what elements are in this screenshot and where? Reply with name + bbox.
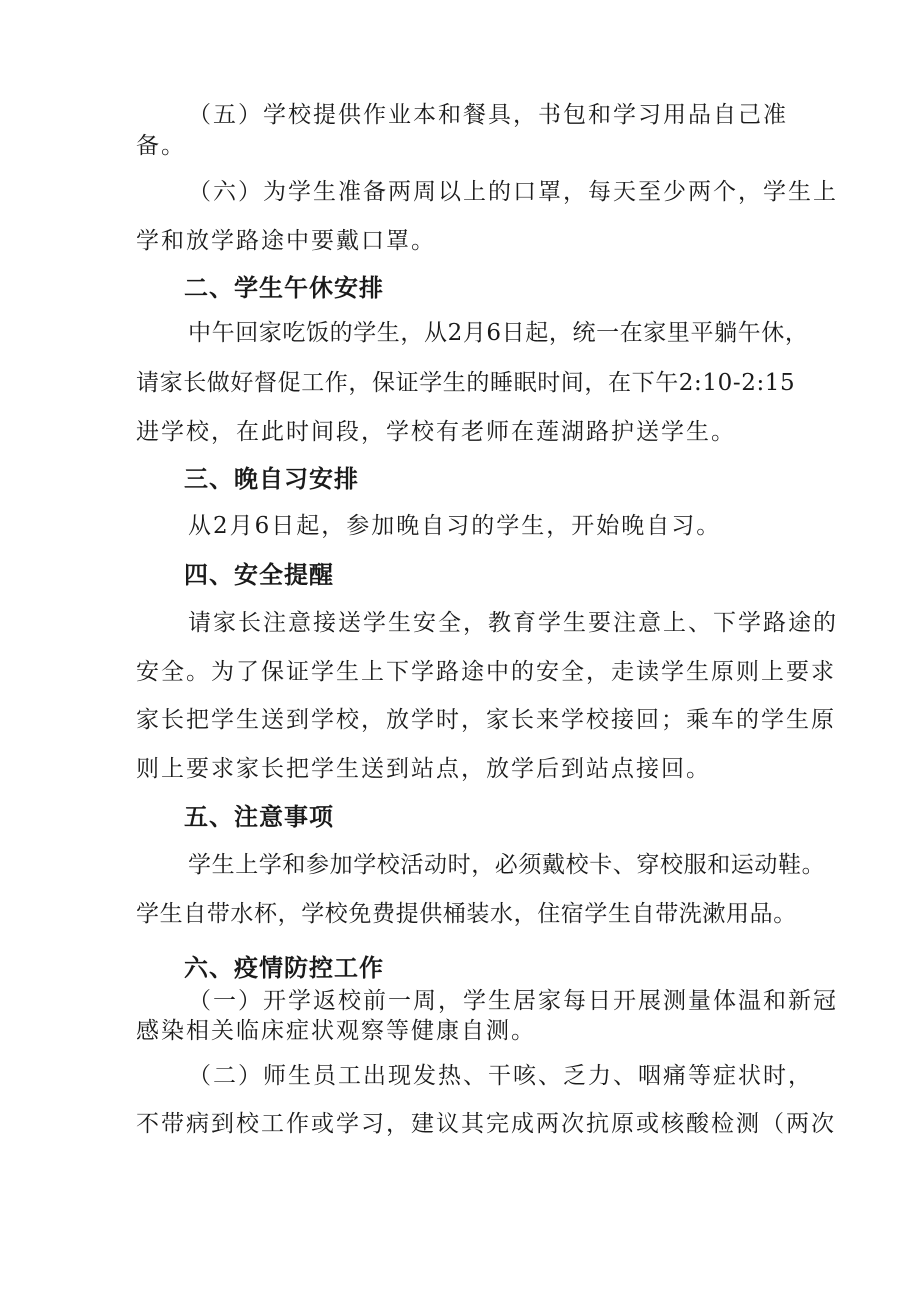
paragraph-notes-line1: 学生上学和参加学校活动时，必须戴校卡、穿校服和运动鞋。	[188, 852, 826, 878]
paragraph-item5-line1: （五）学校提供作业本和餐具，书包和学习用品自己准	[188, 102, 788, 128]
paragraph-lunch-line1: 中午回家吃饭的学生，从2月6日起，统一在家里平躺午休，	[188, 320, 809, 346]
paragraph-lunch-line3: 进学校，在此时间段，学校有老师在莲湖路护送学生。	[136, 419, 736, 445]
heading-lunch-break: 二、学生午休安排	[184, 274, 384, 302]
paragraph-evening-line1: 从2月6日起，参加晚自习的学生，开始晚自习。	[188, 513, 722, 539]
paragraph-safety-line3: 家长把学生送到学校，放学时，家长来学校接回；乘车的学生原	[136, 707, 836, 733]
heading-evening-study: 三、晚自习安排	[184, 465, 359, 493]
paragraph-safety-line4: 则上要求家长把学生送到站点，放学后到站点接回。	[136, 756, 711, 782]
paragraph-safety-line2: 安全。为了保证学生上下学路途中的安全，走读学生原则上要求	[136, 659, 836, 685]
paragraph-item6-line2: 学和放学路途中要戴口罩。	[136, 228, 436, 254]
paragraph-epidemic-item2-line1: （二）师生员工出现发热、干咳、乏力、咽痛等症状时，	[188, 1063, 813, 1089]
paragraph-safety-line1: 请家长注意接送学生安全，教育学生要注意上、下学路途的	[188, 610, 838, 636]
paragraph-epidemic-item2-line2: 不带病到校工作或学习，建议其完成两次抗原或核酸检测（两次	[136, 1111, 836, 1137]
paragraph-item6-line1: （六）为学生准备两周以上的口罩，每天至少两个，学生上	[188, 179, 838, 205]
paragraph-notes-line2: 学生自带水杯，学校免费提供桶装水，住宿学生自带洗漱用品。	[136, 901, 797, 927]
paragraph-epidemic-item1-line1: （一）开学返校前一周，学生居家每日开展测量体温和新冠	[188, 988, 838, 1014]
heading-notes: 五、注意事项	[184, 803, 334, 831]
heading-safety: 四、安全提醒	[184, 561, 334, 589]
paragraph-item5-line2: 备。	[136, 133, 186, 159]
paragraph-lunch-line2: 请家长做好督促工作，保证学生的睡眠时间，在下午2:10-2:15	[136, 370, 796, 396]
heading-epidemic-prevention: 六、疫情防控工作	[184, 954, 384, 982]
paragraph-epidemic-item1-line2: 感染相关临床症状观察等健康自测。	[136, 1018, 536, 1044]
